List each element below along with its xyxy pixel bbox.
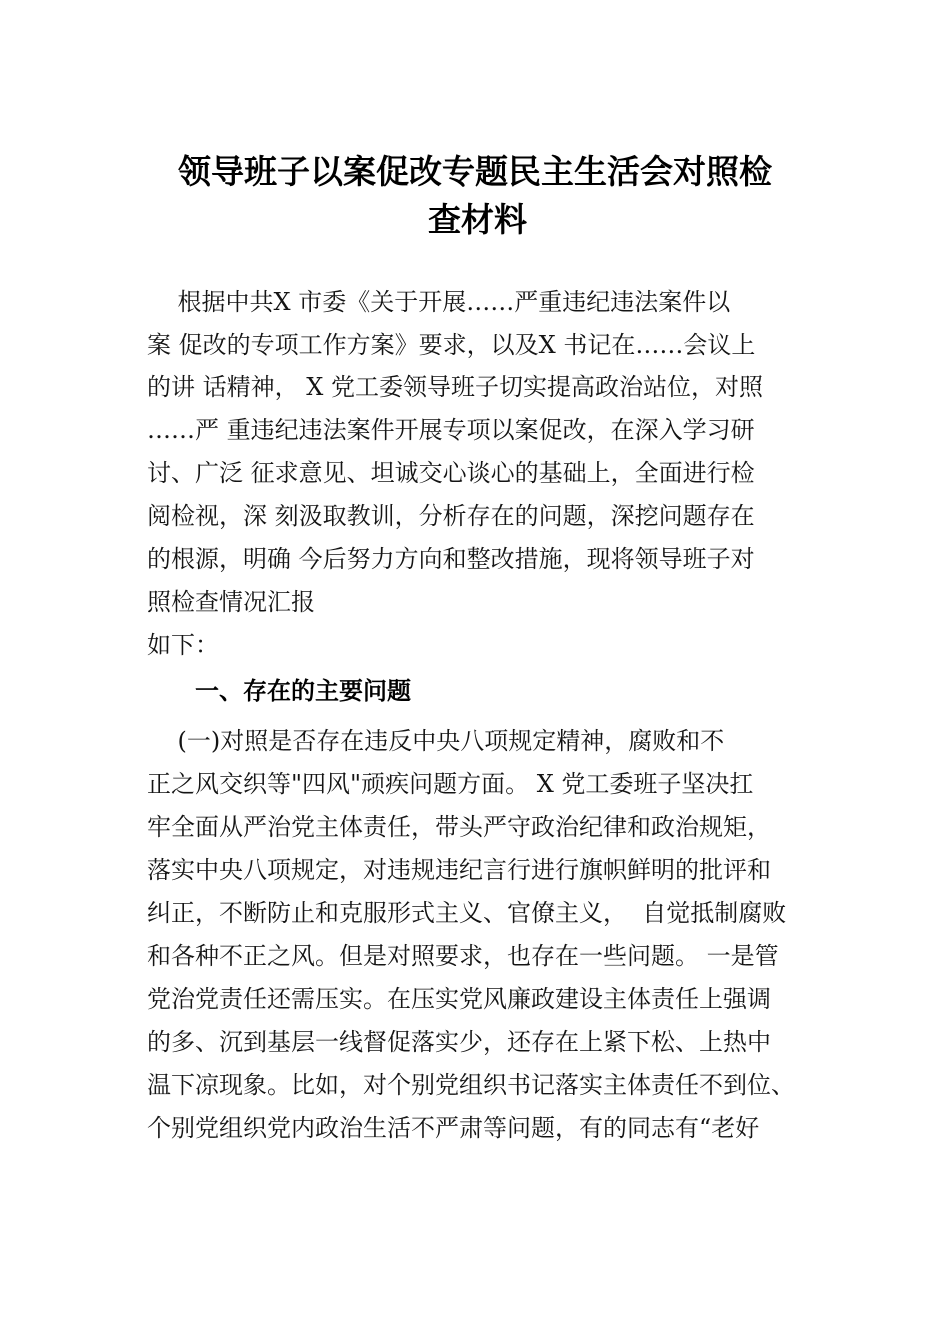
intro-line-4: ……严 重违纪违法案件开展专项以案促改，在深入学习研 bbox=[147, 416, 755, 444]
body-line-5: 纠正，不断防止和克服形式主义、官僚主义， 自觉抵制腐败 bbox=[147, 899, 787, 927]
section-heading: 一、存在的主要问题 bbox=[195, 677, 411, 705]
body-line-6: 和各种不正之风。但是对照要求，也存在一些问题。 一是管 bbox=[147, 942, 779, 970]
body-line-8: 的多、沉到基层一线督促落实少，还存在上紧下松、上热中 bbox=[147, 1028, 771, 1056]
body-line-10: 个别党组织党内政治生活不严肃等问题，有的同志有“老好 bbox=[147, 1114, 760, 1142]
body-line-1: (一)对照是否存在违反中央八项规定精神，腐败和不 bbox=[147, 727, 725, 755]
body-line-7: 党治党责任还需压实。在压实党风廉政建设主体责任上强调 bbox=[147, 985, 771, 1013]
body-line-4: 落实中央八项规定，对违规违纪言行进行旗帜鲜明的批评和 bbox=[147, 856, 771, 884]
intro-line-6: 阅检视，深 刻汲取教训，分析存在的问题，深挖问题存在 bbox=[147, 502, 755, 530]
intro-line-7: 的根源，明确 今后努力方向和整改措施，现将领导班子对 bbox=[147, 545, 755, 573]
intro-line-8: 照检查情况汇报 bbox=[147, 588, 315, 616]
intro-line-9: 如下： bbox=[147, 631, 219, 659]
body-line-3: 牢全面从严治党主体责任，带头严守政治纪律和政治规矩， bbox=[147, 813, 771, 841]
intro-line-1: 根据中共X 市委《关于开展……严重违纪违法案件以 bbox=[147, 288, 731, 316]
body-line-9: 温下凉现象。比如，对个别党组织书记落实主体责任不到位、 bbox=[147, 1071, 795, 1099]
intro-line-5: 讨、广泛 征求意见、坦诚交心谈心的基础上，全面进行检 bbox=[147, 459, 755, 487]
intro-line-3: 的讲 话精神， X 党工委领导班子切实提高政治站位，对照 bbox=[147, 373, 763, 401]
document-title-line-1: 领导班子以案促改专题民主生活会对照检 bbox=[178, 152, 772, 191]
intro-line-2: 案 促改的专项工作方案》要求，以及X 书记在……会议上 bbox=[147, 331, 756, 359]
body-line-2: 正之风交织等"四风"顽疾问题方面。 X 党工委班子坚决扛 bbox=[147, 770, 754, 798]
document-title-line-2: 查材料 bbox=[428, 200, 527, 239]
